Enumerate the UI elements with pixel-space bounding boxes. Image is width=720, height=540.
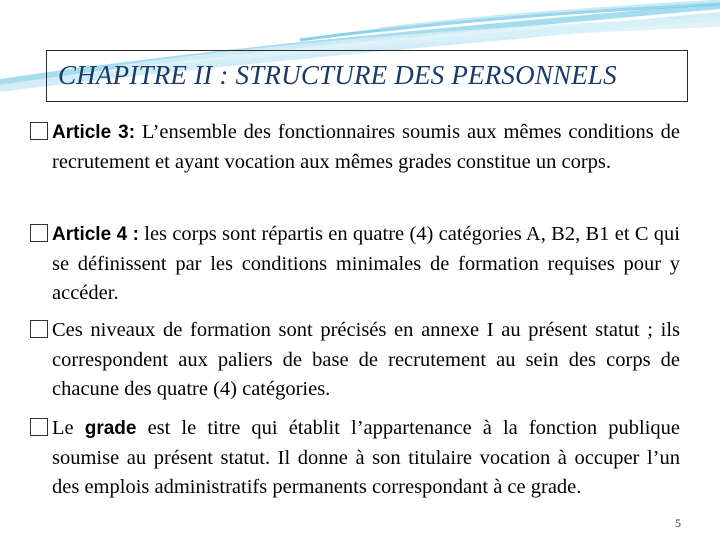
paragraph-article-4	[30, 220, 680, 309]
paragraph-grade	[30, 414, 680, 503]
paragraph-niveaux	[30, 316, 680, 405]
square-bullet-icon	[30, 320, 48, 338]
paragraph-article-3	[30, 118, 680, 177]
paragraph-text: L’ensemble des fonctionnaires soumis aux mêmes conditions de recrutement et ayant vocation aux mêmes grades constitue un corps.	[52, 121, 681, 173]
paragraph-prefix: Le	[52, 417, 85, 439]
square-bullet-icon	[30, 122, 48, 140]
paragraph-text: Ces niveaux de formation sont précisés en annexe I au présent statut ; ils correspondent aux paliers de base de recrutement au sein des corps de chacune des quatre (4) catégories.	[52, 319, 680, 400]
square-bullet-icon	[30, 418, 48, 436]
paragraph-lead: Article 3:	[52, 122, 136, 143]
paragraph-text: est le titre qui établit l’appartenance à la fonction publique soumise au présent statut. Il donne à son titulaire vocation à occuper l’un des emplois administratifs permanents correspondant à ce grade.	[52, 417, 680, 498]
square-bullet-icon	[30, 224, 48, 242]
slide-title: CHAPITRE II : STRUCTURE DES PERSONNELS	[58, 60, 617, 90]
paragraph-lead: grade	[84, 418, 137, 439]
page-number: 5	[675, 516, 681, 530]
paragraph-lead: Article 4 :	[52, 224, 139, 245]
paragraph-text: les corps sont répartis en quatre (4) catégories A, B2, B1 et C qui se définissent par les conditions minimales de formation requises pour y accéder.	[52, 223, 680, 304]
